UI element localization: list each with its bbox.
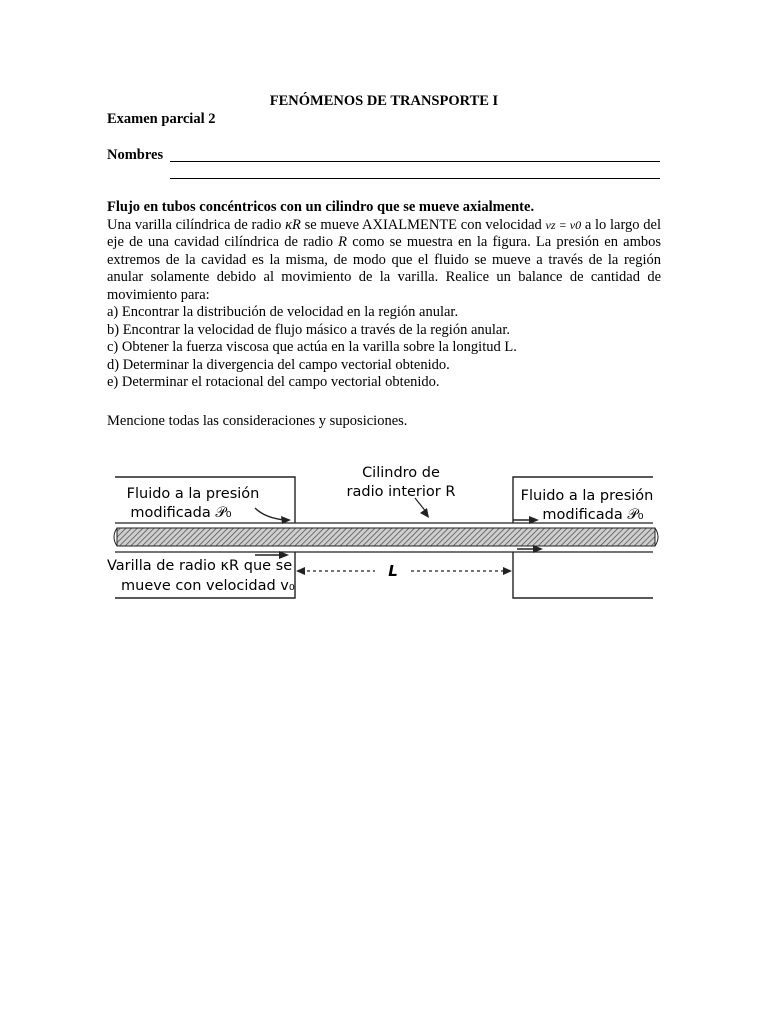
exam-subtitle: Examen parcial 2 [107, 111, 216, 127]
concentric-tubes-figure [105, 458, 665, 606]
flow-arrow-left [255, 508, 285, 520]
names-input-line-2[interactable] [170, 178, 660, 179]
considerations-note: Mencione todas las consideraciones y suposiciones. [107, 413, 408, 429]
cylinder-wall-bottom-right [513, 552, 653, 598]
velocity-expression: vz = v0 [545, 217, 582, 232]
rod-label-line-2: mueve con velocidad v₀ [121, 578, 295, 594]
rod [117, 528, 655, 546]
r-symbol: R [338, 234, 348, 250]
list-item: d) Determinar la divergencia del campo vectorial obtenido. [107, 356, 450, 373]
problem-heading: Flujo en tubos concéntricos con un cilindro que se mueve axialmente. [107, 199, 535, 215]
problem-statement [107, 199, 661, 392]
cylinder-label-line-1: Cilindro de [362, 465, 440, 481]
intro-text-4: como se muestra en la figura. La presión en ambos extremos de la cavidad es la misma, de modo que el fluido se mueve a través de la región anular solamente debido al movimiento de la varilla. Realice un balance de cantidad de movimiento para: [107, 234, 661, 303]
fluid-left-label-line-2: modificada 𝒫₀ [130, 505, 232, 521]
length-label: L [388, 562, 398, 580]
rod-label-line-1: Varilla de radio κR que se [107, 558, 293, 574]
arrowhead-icon [503, 567, 512, 575]
names-input-line-1[interactable] [170, 161, 660, 162]
problem-intro [107, 217, 661, 305]
fluid-left-label-line-1: Fluido a la presión [126, 486, 260, 502]
arrowhead-icon [296, 567, 305, 575]
cylinder-label-line-2: radio interior R [346, 484, 456, 500]
page-title: FENÓMENOS DE TRANSPORTE I [269, 93, 499, 109]
intro-text-3: a lo largo del eje de una cavidad cilíndrica de radio [107, 216, 662, 250]
list-item: a) Encontrar la distribución de velocidad en la región anular. [107, 304, 459, 320]
list-item: c) Obtener la fuerza viscosa que actúa en la varilla sobre la longitud L. [107, 339, 517, 355]
list-item: b) Encontrar la velocidad de flujo másico a través de la región anular. [107, 321, 511, 338]
intro-text-1: Una varilla cilíndrica de radio [107, 216, 286, 233]
fluid-right-label-line-1: Fluido a la presión [520, 488, 654, 504]
kappa-r-symbol: κR [285, 216, 301, 233]
names-label: Nombres [107, 147, 164, 163]
fluid-right-label-line-2: modificada 𝒫₀ [542, 507, 644, 523]
intro-text-2: se mueve AXIALMENTE con velocidad [300, 216, 546, 233]
list-item: e) Determinar el rotacional del campo vectorial obtenido. [107, 374, 440, 390]
